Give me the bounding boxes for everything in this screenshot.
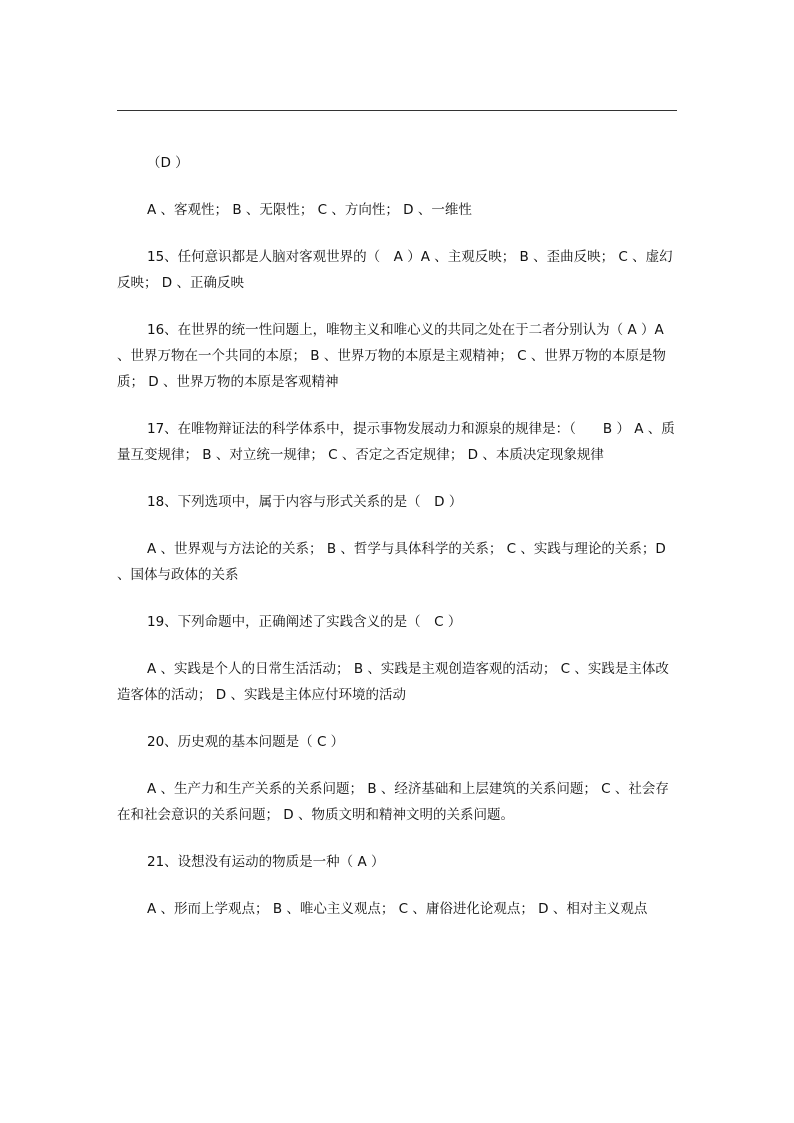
question-21: 21、设想没有运动的物质是一种（ A ） [147,854,385,870]
options-21: A 、形而上学观点； B 、唯心主义观点； C 、庸俗进化论观点； D 、相对主义观点 [147,901,648,917]
options-20: A 、生产力和生产关系的关系问题； B 、经济基础和上层建筑的关系问题； C 、社会存在和社会意识的关系问题； D 、物质文明和精神文明的关系问题。 [117,781,669,823]
header-rule [117,110,677,111]
question-19: 19、下列命题中，正确阐述了实践含义的是（ C ） [147,614,462,630]
answer-line: （D ） [147,155,189,171]
options-line: A 、客观性； B 、无限性； C 、方向性； D 、一维性 [147,202,472,218]
document-body [117,150,677,943]
question-15: 15、任何意识都是人脑对客观世界的（ A ）A 、主观反映； B 、歪曲反映； C 、虚幻反映； D 、正确反映 [117,249,673,291]
question-16: 16、在世界的统一性问题上，唯物主义和唯心义的共同之处在于二者分别认为（ A ）A 、世界万物在一个共同的本原； B 、世界万物的本原是主观精神； C 、世界万物的本原是物质； D 、世界万物的本原是客观精神 [117,322,666,390]
question-17: 17、在唯物辩证法的科学体系中，提示事物发展动力和源泉的规律是：（ B ） A 、质量互变规律； B 、对立统一规律； C 、否定之否定规律； D 、本质决定现象规律 [117,421,675,463]
options-19: A 、实践是个人的日常生活活动； B 、实践是主观创造客观的活动； C 、实践是主体改造客体的活动； D 、实践是主体应付环境的活动 [117,661,669,703]
options-18: A 、世界观与方法论的关系； B 、哲学与具体科学的关系； C 、实践与理论的关系；D 、国体与政体的关系 [117,541,666,583]
question-18: 18、下列选项中，属于内容与形式关系的是（ D ） [147,494,463,510]
question-20: 20、历史观的基本问题是（ C ） [147,734,345,750]
